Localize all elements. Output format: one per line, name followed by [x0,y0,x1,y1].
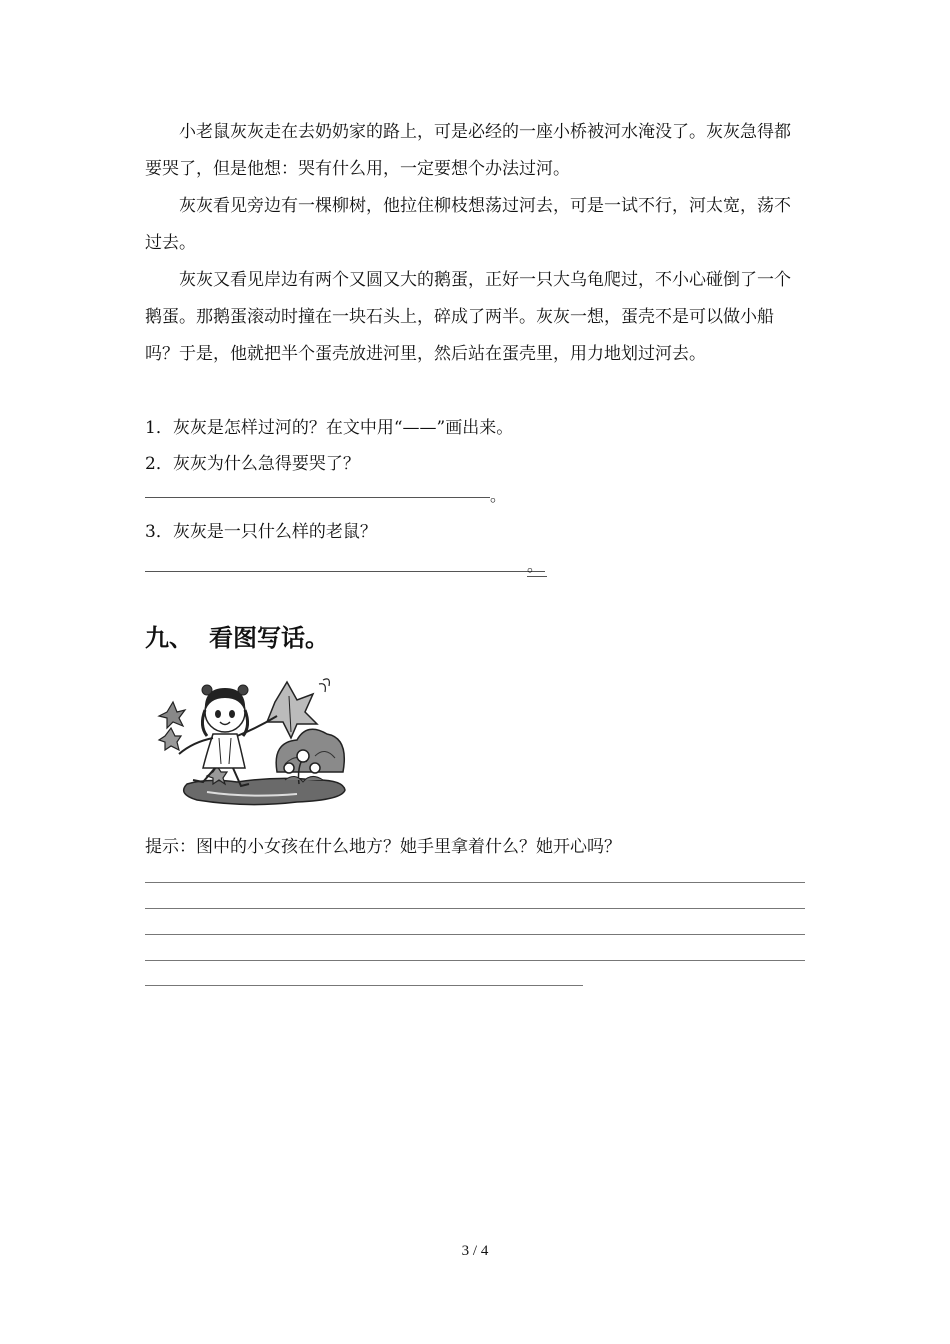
question-2: 2．灰灰为什么急得要哭了？ [145,454,360,474]
page-number: 3 / 4 [461,1243,489,1259]
writing-line-2[interactable] [145,908,805,909]
answer-end-3: 。 [527,553,547,577]
section-9-heading: 看图写话。 [209,623,329,652]
section-9-title [145,618,329,653]
section-9-hint: 提示：图中的小女孩在什么地方？她手里拿着什么？她开心吗？ [145,837,621,857]
section-9-number: 九、 [145,623,193,652]
story-paragraph-3: 灰灰又看见岸边有两个又圆又大的鹅蛋，正好一只大乌龟爬过，不小心碰倒了一个鹅蛋。那鹅蛋滚动时撞在一块石头上，碎成了两半。灰灰一想，蛋壳不是可以做小船吗？于是，他就把半个蛋壳放进河里，然后站在蛋壳里，用力地划过河去。 [145,270,791,364]
story-paragraph-1: 小老鼠灰灰走在去奶奶家的路上，可是必经的一座小桥被河水淹没了。灰灰急得都要哭了，但是他想：哭有什么用，一定要想个办法过河。 [145,122,791,179]
writing-line-5[interactable] [145,985,583,986]
writing-line-1[interactable] [145,882,805,883]
question-1: 1．灰灰是怎样过河的？在文中用“——”画出来。 [145,418,514,438]
answer-line-2[interactable] [145,497,490,498]
writing-line-3[interactable] [145,934,805,935]
question-3: 3．灰灰是一只什么样的老鼠？ [145,522,377,542]
answer-end-2: 。 [490,486,507,505]
story-paragraph-2: 灰灰看见旁边有一棵柳树，他拉住柳枝想荡过河去，可是一试不行，河太宽，荡不过去。 [145,196,791,253]
writing-line-4[interactable] [145,960,805,961]
girl-autumn-leaves-illustration [157,672,349,808]
answer-line-3[interactable] [145,571,545,572]
